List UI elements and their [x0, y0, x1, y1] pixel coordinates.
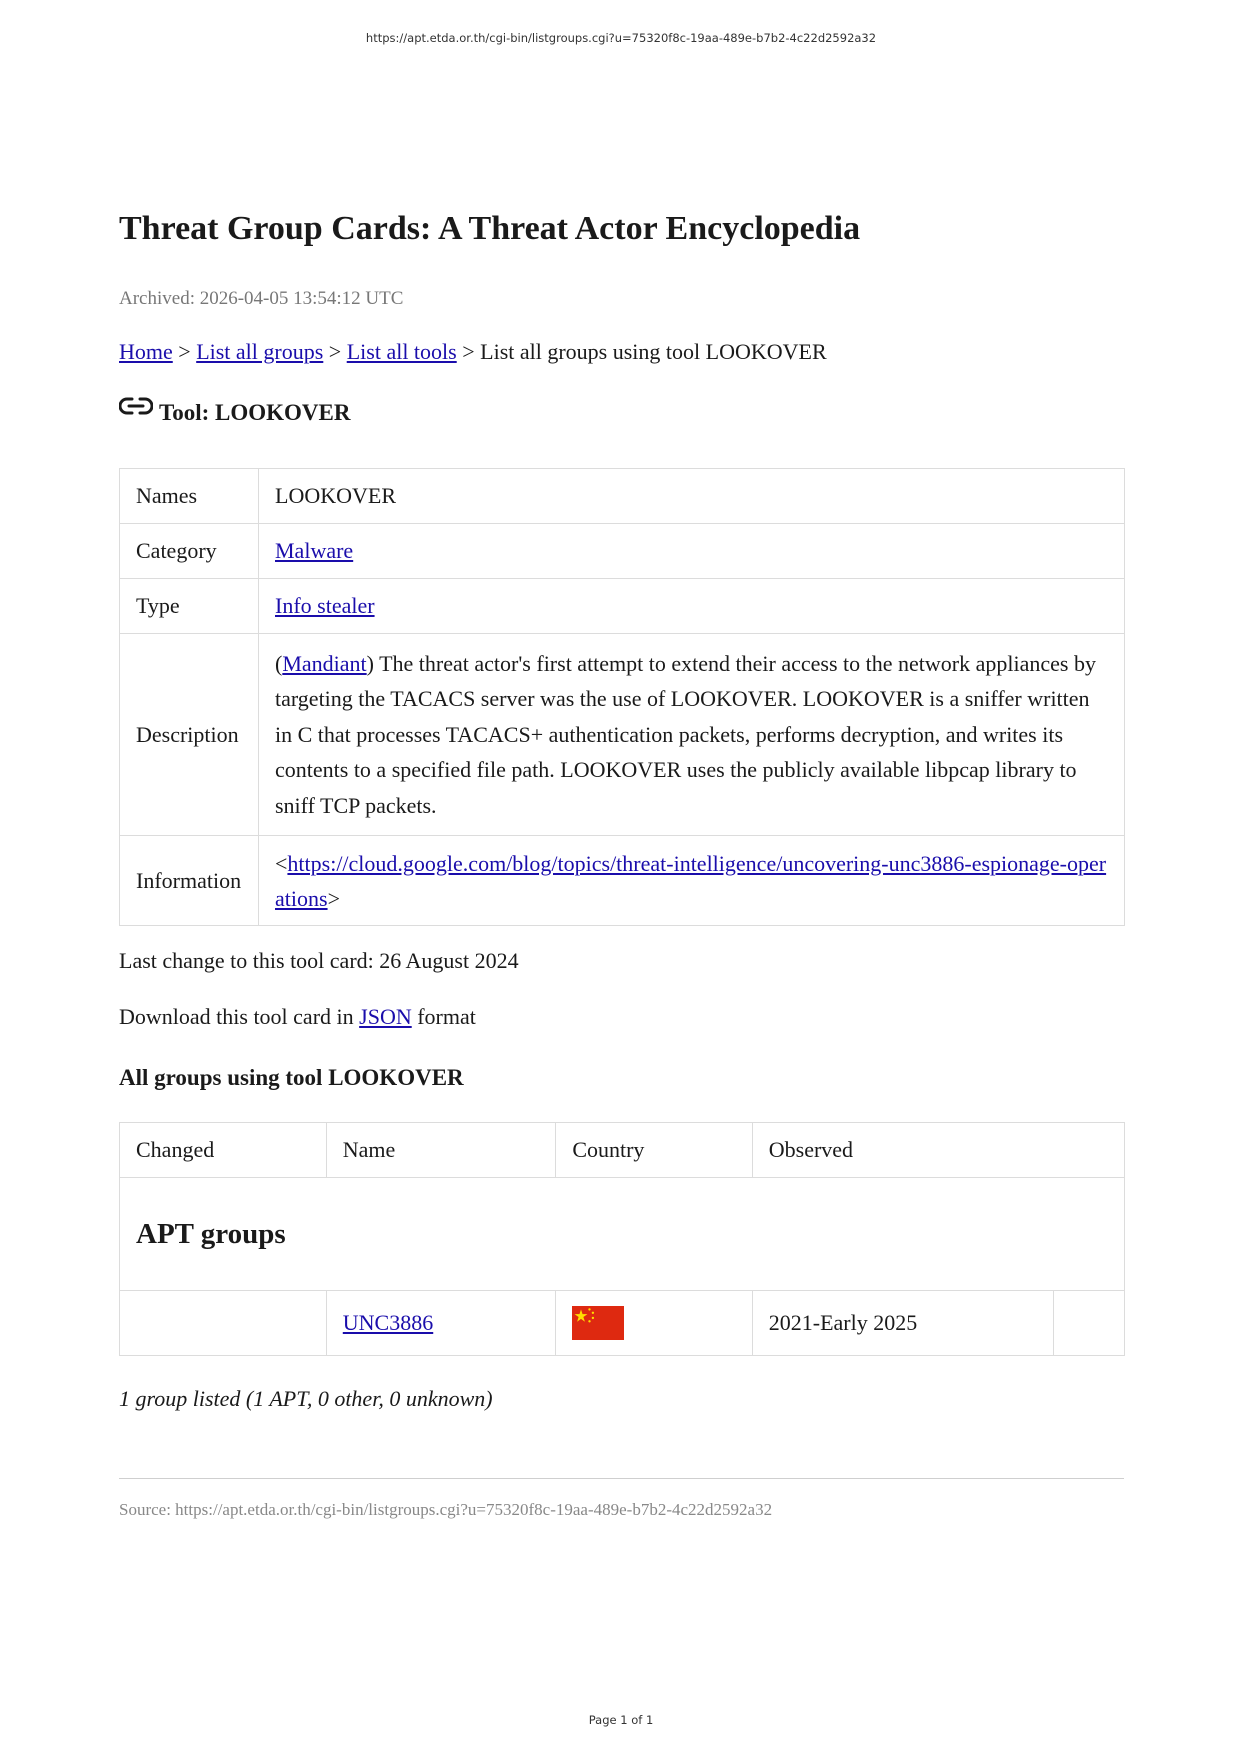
- breadcrumb-separator: >: [456, 339, 481, 364]
- column-header-observed: Observed: [752, 1123, 1124, 1178]
- description-text: ) The threat actor's first attempt to extend their access to the network appliances by targeting the TACACS server was the use of LOOKOVER. LOOKOVER is a sniffer written in C that processes TACACS+ authentication packets, performs decryption, and writes its contents to a specified file path. LOOKOVER uses the publicly available libpcap library to sniff TCP packets.: [275, 650, 1096, 818]
- table-row: [120, 524, 1125, 579]
- link-icon: [119, 396, 153, 416]
- groups-table: [119, 1122, 1125, 1356]
- table-row: [120, 634, 1125, 836]
- group-link-unc3886[interactable]: UNC3886: [342, 1310, 434, 1335]
- names-value: LOOKOVER: [259, 469, 1125, 524]
- column-header-changed: Changed: [120, 1123, 327, 1178]
- description-label: Description: [120, 634, 259, 836]
- type-label: Type: [120, 579, 259, 634]
- download-text-before: Download this tool card in: [119, 1004, 360, 1029]
- information-close: >: [327, 885, 340, 911]
- column-header-name: Name: [326, 1123, 556, 1178]
- category-link[interactable]: Malware: [275, 538, 354, 563]
- print-page-number: Page 1 of 1: [588, 1713, 654, 1727]
- china-flag-icon: [572, 1306, 624, 1340]
- changed-cell: [120, 1291, 327, 1356]
- observed-cell: 2021-Early 2025: [752, 1291, 1053, 1356]
- breadcrumb-separator: >: [323, 339, 347, 364]
- print-header-url: https://apt.etda.or.th/cgi-bin/listgroups.cgi?u=75320f8c-19aa-489e-b7b2-4c22d2592a32: [365, 31, 877, 45]
- breadcrumb-separator: >: [172, 339, 197, 364]
- page-title: Threat Group Cards: A Threat Actor Encyclopedia: [119, 210, 861, 247]
- column-header-country: Country: [556, 1123, 752, 1178]
- breadcrumb-current: List all groups using tool LOOKOVER: [480, 339, 827, 364]
- mandiant-link[interactable]: Mandiant: [282, 650, 367, 676]
- section-row: [120, 1178, 1125, 1291]
- table-row: [120, 1291, 1125, 1356]
- tool-heading-text: Tool: LOOKOVER: [159, 400, 351, 425]
- type-cell: [259, 579, 1125, 634]
- json-download-link[interactable]: JSON: [359, 1004, 412, 1029]
- description-cell: [259, 634, 1125, 836]
- download-line: [119, 1004, 476, 1030]
- archived-timestamp: Archived: 2026-04-05 13:54:12 UTC: [119, 288, 404, 309]
- information-label: Information: [120, 836, 259, 926]
- name-cell: [326, 1291, 556, 1356]
- breadcrumb-home-link[interactable]: Home: [119, 339, 173, 364]
- download-text-after: format: [411, 1004, 476, 1029]
- groups-summary: 1 group listed (1 APT, 0 other, 0 unknown): [119, 1386, 493, 1411]
- names-label: Names: [120, 469, 259, 524]
- source-url: Source: https://apt.etda.or.th/cgi-bin/listgroups.cgi?u=75320f8c-19aa-489e-b7b2-4c22d2592a32: [119, 1500, 773, 1519]
- last-change-text: Last change to this tool card: 26 August 2024: [119, 948, 519, 973]
- country-cell: [556, 1291, 752, 1356]
- section-title-apt-groups: APT groups: [120, 1178, 1125, 1291]
- breadcrumb-list-groups-link[interactable]: List all groups: [196, 339, 324, 364]
- information-link[interactable]: https://cloud.google.com/blog/topics/threat-intelligence/uncovering-unc3886-espionage-operations: [275, 850, 1107, 911]
- table-row: [120, 469, 1125, 524]
- tool-heading: [119, 400, 351, 426]
- information-cell: [259, 836, 1125, 926]
- table-header-row: [120, 1123, 1125, 1178]
- category-cell: [259, 524, 1125, 579]
- type-link[interactable]: Info stealer: [275, 593, 375, 618]
- extra-cell: [1053, 1291, 1124, 1356]
- divider: [119, 1478, 1124, 1479]
- description-open-paren: (: [275, 650, 283, 676]
- breadcrumb: [119, 339, 827, 365]
- groups-heading: All groups using tool LOOKOVER: [119, 1065, 464, 1090]
- tool-card-table: [119, 468, 1125, 926]
- information-open: <: [275, 850, 288, 876]
- breadcrumb-list-tools-link[interactable]: List all tools: [346, 339, 457, 364]
- category-label: Category: [120, 524, 259, 579]
- table-row: [120, 579, 1125, 634]
- table-row: [120, 836, 1125, 926]
